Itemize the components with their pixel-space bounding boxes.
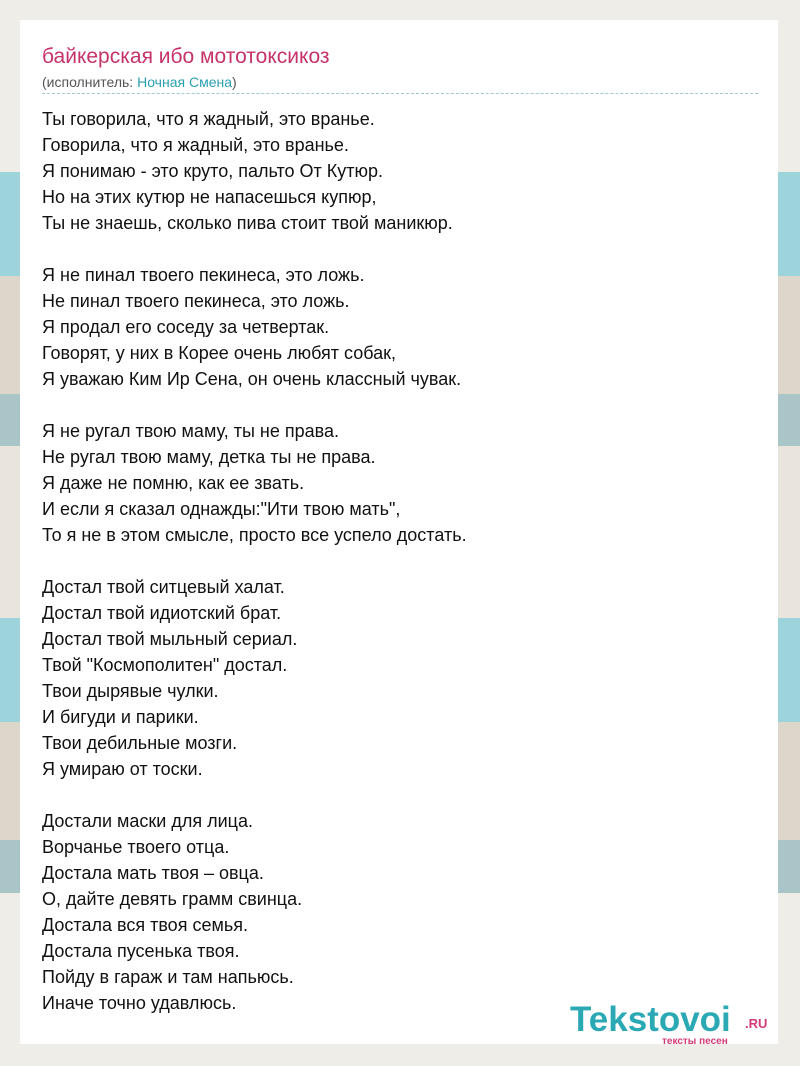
lyric-line: Достал твой идиотский брат.: [42, 603, 282, 623]
lyric-line: Я продал его соседу за четвертак.: [42, 317, 330, 337]
performer-prefix: (исполнитель:: [42, 74, 138, 90]
lyric-line: Я не пинал твоего пекинеса, это ложь.: [42, 265, 365, 285]
lyric-line: Говорила, что я жадный, это вранье.: [42, 135, 349, 155]
lyric-line: Твои дырявые чулки.: [42, 681, 219, 701]
lyric-line: Ты говорила, что я жадный, это вранье.: [42, 109, 375, 129]
lyric-line: Я понимаю - это круто, пальто От Кутюр.: [42, 161, 383, 181]
stanza-5: [42, 808, 742, 1016]
song-title: байкерская ибо мототоксикоз: [42, 45, 330, 68]
lyric-line: Достал твой ситцевый халат.: [42, 577, 285, 597]
lyric-line: Я уважаю Ким Ир Сена, он очень классный чувак.: [42, 369, 462, 389]
lyric-line: Достала пусенька твоя.: [42, 941, 240, 961]
lyric-line: Твои дебильные мозги.: [42, 733, 238, 753]
lyric-line: Ворчанье твоего отца.: [42, 837, 230, 857]
lyric-line: Достал твой мыльный сериал.: [42, 629, 298, 649]
stanza-4: [42, 574, 742, 782]
lyric-line: О, дайте девять грамм свинца.: [42, 889, 303, 909]
lyric-line: Я даже не помню, как ее звать.: [42, 473, 305, 493]
stanza-3: [42, 418, 742, 548]
lyric-line: Не ругал твою маму, детка ты не права.: [42, 447, 376, 467]
lyric-line: И бигуди и парики.: [42, 707, 199, 727]
stanza-2: [42, 262, 742, 392]
lyrics-body: [42, 106, 742, 1016]
title-divider: [42, 93, 758, 94]
performer-link[interactable]: Ночная Смена: [137, 74, 233, 90]
lyric-line: Твой "Космополитен" достал.: [42, 655, 288, 675]
lyric-line: Иначе точно удавлюсь.: [42, 993, 237, 1013]
lyric-line: Достала вся твоя семья.: [42, 915, 248, 935]
lyric-line: Достали маски для лица.: [42, 811, 253, 831]
lyric-line: Пойду в гараж и там напьюсь.: [42, 967, 294, 987]
lyric-line: Я не ругал твою маму, ты не права.: [42, 421, 339, 441]
lyric-line: Но на этих кутюр не напасешься купюр,: [42, 187, 377, 207]
tekstovoi-logo[interactable]: [570, 1000, 780, 1050]
lyric-line: И если я сказал однажды:"Ити твою мать",: [42, 499, 401, 519]
lyrics-card: [20, 20, 778, 1044]
lyric-line: Говорят, у них в Корее очень любят собак,: [42, 343, 397, 363]
performer-suffix: ): [232, 74, 237, 90]
logo-tagline: тексты песен: [662, 1036, 728, 1047]
lyric-line: Не пинал твоего пекинеса, это ложь.: [42, 291, 350, 311]
performer-line: [42, 74, 237, 90]
stanza-1: [42, 106, 742, 236]
lyric-line: Я умираю от тоски.: [42, 759, 203, 779]
logo-wordmark: Tekstovoi: [570, 1000, 731, 1039]
lyric-line: То я не в этом смысле, просто все успело достать.: [42, 525, 467, 545]
lyric-line: Ты не знаешь, сколько пива стоит твой маникюр.: [42, 213, 453, 233]
logo-domain: .RU: [745, 1016, 768, 1031]
lyric-line: Достала мать твоя – овца.: [42, 863, 264, 883]
